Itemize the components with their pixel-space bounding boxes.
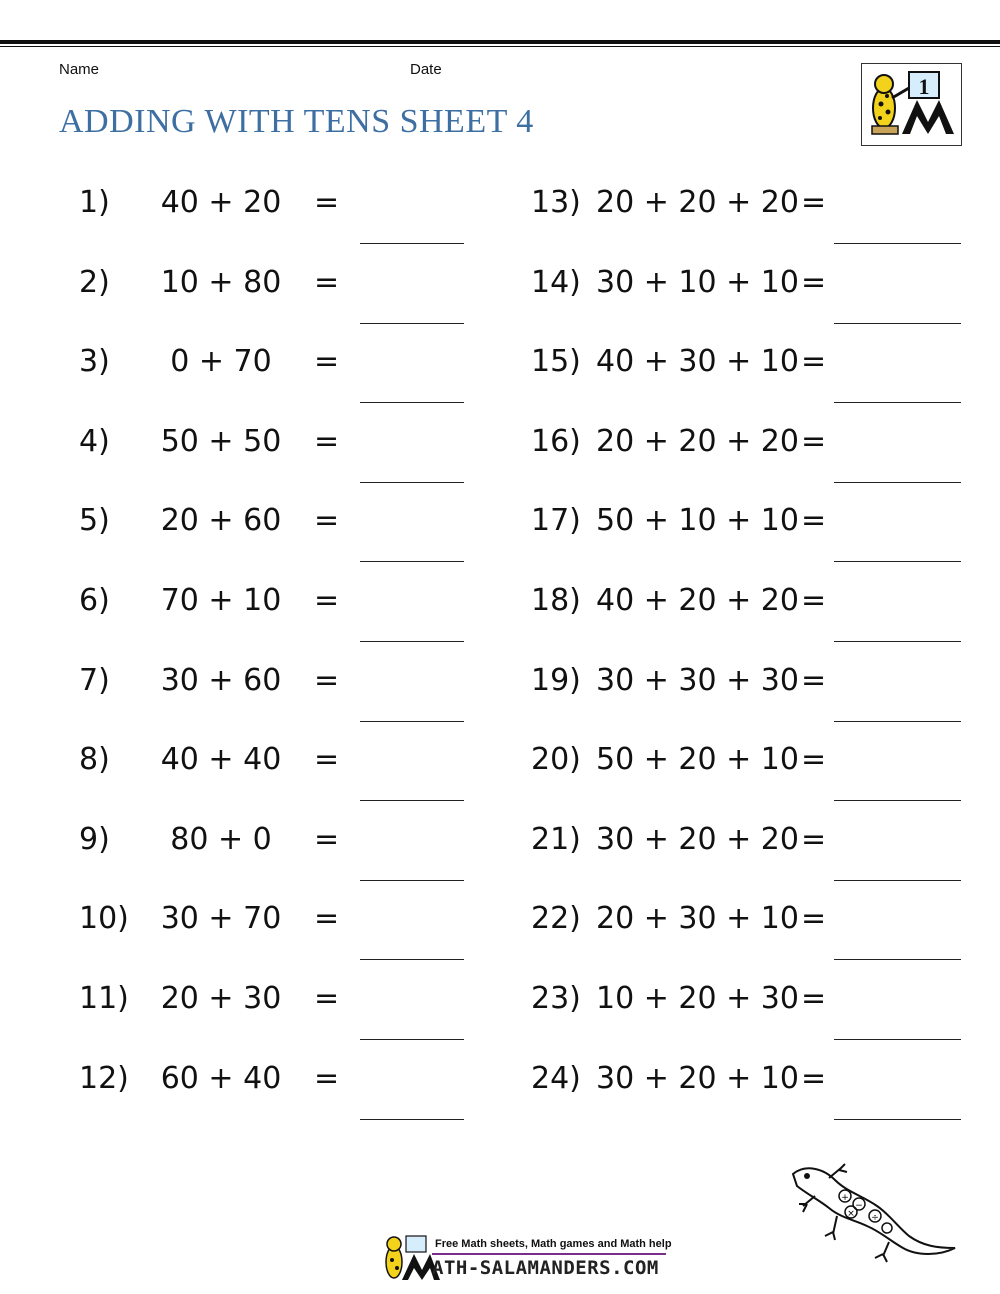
problem-expression: 20 + 20 + 20 [596, 423, 799, 459]
page-title: ADDING WITH TENS SHEET 4 [59, 103, 534, 140]
answer-blank[interactable] [360, 561, 464, 562]
salamander-teacher-icon [862, 64, 961, 145]
equals-sign: = [314, 821, 340, 857]
answer-blank[interactable] [834, 959, 961, 960]
problem-expression: 40 + 20 + 20 [596, 583, 799, 618]
problem-expression: 0 + 70 [170, 344, 272, 380]
problem-expression: 30 + 70 [160, 901, 282, 937]
equals-sign: = [314, 662, 340, 698]
svg-text:+: + [841, 1193, 849, 1203]
svg-text:÷: ÷ [871, 1213, 879, 1223]
problem-expression: 20 + 60 [160, 503, 282, 539]
equals-sign: = [801, 1060, 827, 1096]
problem-number: 20) [531, 742, 581, 778]
answer-blank[interactable] [834, 561, 961, 562]
problem-expression: 40 + 30 + 10 [596, 344, 799, 380]
answer-blank[interactable] [834, 880, 961, 881]
problem-number: 5) [79, 503, 110, 539]
problem-number: 1) [79, 185, 110, 220]
problem-number: 11) [79, 981, 129, 1016]
equals-sign: = [801, 662, 827, 698]
logo-badge-text: 1 [918, 74, 930, 99]
problem-number: 10) [79, 901, 129, 937]
problem-expression: 50 + 10 + 10 [596, 503, 799, 539]
problem-expression: 30 + 30 + 30 [596, 662, 799, 698]
problem-number: 15) [531, 344, 581, 380]
problem-number: 13) [531, 185, 581, 220]
equals-sign: = [801, 423, 827, 459]
answer-blank[interactable] [834, 641, 961, 642]
answer-blank[interactable] [360, 880, 464, 881]
equals-sign: = [314, 423, 340, 459]
equals-sign: = [314, 503, 340, 539]
answer-blank[interactable] [360, 243, 464, 244]
problem-expression: 30 + 20 + 10 [596, 1060, 799, 1096]
answer-blank[interactable] [360, 1119, 464, 1120]
problem-number: 6) [79, 583, 110, 618]
problem-number: 3) [79, 344, 110, 380]
problem-expression: 70 + 10 [160, 583, 282, 618]
answer-blank[interactable] [360, 323, 464, 324]
salamander-illustration-icon [785, 1160, 960, 1265]
problem-expression: 60 + 40 [160, 1060, 282, 1096]
problem-number: 7) [79, 662, 110, 698]
problem-number: 24) [531, 1060, 581, 1096]
equals-sign: = [801, 821, 827, 857]
equals-sign: = [314, 1060, 340, 1096]
equals-sign: = [314, 185, 340, 220]
problem-expression: 10 + 20 + 30 [596, 981, 799, 1016]
problem-number: 21) [531, 821, 581, 857]
math-salamanders-logo [861, 63, 962, 146]
footer-tagline: Free Math sheets, Math games and Math help [435, 1238, 672, 1250]
name-label: Name [59, 61, 100, 78]
problem-expression: 40 + 40 [160, 742, 282, 778]
problem-expression: 20 + 20 + 20 [596, 185, 799, 220]
equals-sign: = [314, 742, 340, 778]
answer-blank[interactable] [360, 721, 464, 722]
footer-site-link[interactable]: ATH-SALAMANDERS.COM [432, 1257, 659, 1279]
answer-blank[interactable] [834, 1119, 961, 1120]
problem-expression: 50 + 20 + 10 [596, 742, 799, 778]
answer-blank[interactable] [360, 1039, 464, 1040]
equals-sign: = [801, 344, 827, 380]
top-rule-thin [0, 46, 1000, 47]
problem-number: 4) [79, 423, 110, 459]
problem-expression: 80 + 0 [170, 821, 272, 857]
equals-sign: = [314, 583, 340, 618]
problem-number: 17) [531, 503, 581, 539]
problem-expression: 10 + 80 [160, 264, 282, 300]
problem-number: 12) [79, 1060, 129, 1096]
answer-blank[interactable] [360, 800, 464, 801]
equals-sign: = [314, 901, 340, 937]
problem-number: 19) [531, 662, 581, 698]
equals-sign: = [801, 503, 827, 539]
problem-expression: 40 + 20 [160, 185, 282, 220]
equals-sign: = [801, 264, 827, 300]
answer-blank[interactable] [834, 323, 961, 324]
answer-blank[interactable] [834, 482, 961, 483]
problem-expression: 30 + 10 + 10 [596, 264, 799, 300]
problem-number: 18) [531, 583, 581, 618]
equals-sign: = [801, 185, 827, 220]
problem-number: 8) [79, 742, 110, 778]
answer-blank[interactable] [360, 959, 464, 960]
equals-sign: = [314, 344, 340, 380]
top-rule [0, 40, 1000, 44]
equals-sign: = [801, 901, 827, 937]
equals-sign: = [801, 981, 827, 1016]
problem-expression: 20 + 30 [160, 981, 282, 1016]
problem-number: 23) [531, 981, 581, 1016]
problem-number: 14) [531, 264, 581, 300]
equals-sign: = [314, 264, 340, 300]
answer-blank[interactable] [834, 721, 961, 722]
equals-sign: = [801, 583, 827, 618]
equals-sign: = [801, 742, 827, 778]
svg-text:−: − [855, 1201, 863, 1211]
date-label: Date [410, 61, 442, 78]
equals-sign: = [314, 981, 340, 1016]
problem-expression: 30 + 60 [160, 662, 282, 698]
answer-blank[interactable] [834, 1039, 961, 1040]
answer-blank[interactable] [360, 402, 464, 403]
problem-number: 16) [531, 423, 581, 459]
answer-blank[interactable] [834, 243, 961, 244]
answer-blank[interactable] [360, 482, 464, 483]
answer-blank[interactable] [834, 800, 961, 801]
problem-number: 2) [79, 264, 110, 300]
svg-text:×: × [847, 1209, 855, 1219]
problem-number: 9) [79, 821, 110, 857]
answer-blank[interactable] [360, 641, 464, 642]
problem-number: 22) [531, 901, 581, 937]
problem-expression: 20 + 30 + 10 [596, 901, 799, 937]
answer-blank[interactable] [834, 402, 961, 403]
problem-expression: 50 + 50 [160, 423, 282, 459]
problem-expression: 30 + 20 + 20 [596, 821, 799, 857]
